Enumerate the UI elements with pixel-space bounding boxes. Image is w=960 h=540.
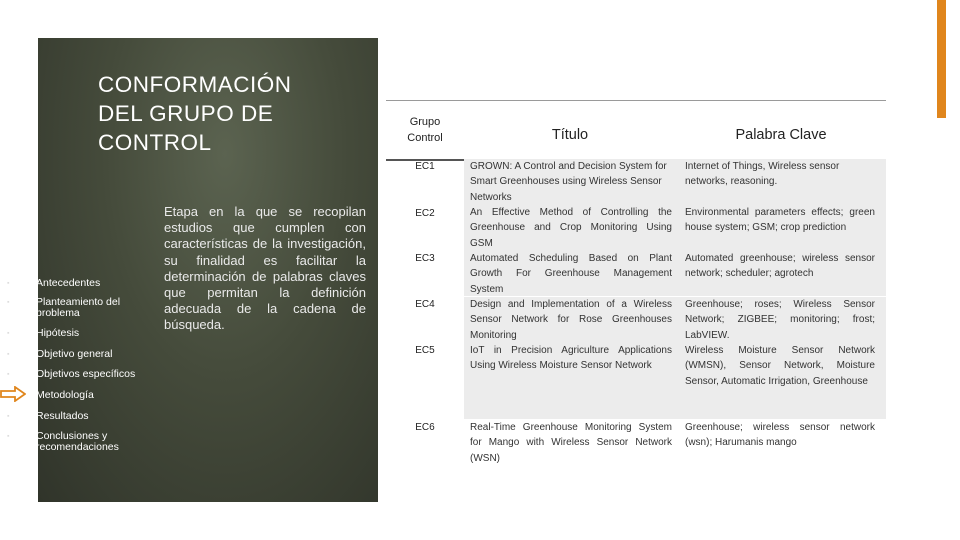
group-cell: EC2 bbox=[415, 208, 435, 219]
bullet-icon: ▪ bbox=[7, 299, 10, 306]
keyword-cell: Automated greenhouse; wireless sensor network; scheduler; agrotech bbox=[685, 253, 875, 280]
sidebar-item-objetivos-especificos[interactable] bbox=[7, 368, 136, 380]
keyword-cell: Environmental parameters effects; green house system; GSM; crop prediction bbox=[685, 207, 875, 234]
sidebar-item-label: Planteamiento del problema bbox=[36, 296, 121, 319]
sidebar-item-hipotesis[interactable] bbox=[7, 327, 80, 339]
sidebar-item-objetivo-general[interactable] bbox=[7, 348, 113, 360]
keyword-cell: Wireless Moisture Sensor Network (WMSN), Sensor Network, Moisture Sensor, Automatic Irrigation, Greenhouse bbox=[685, 345, 875, 387]
header-group: Grupo Control bbox=[407, 116, 443, 144]
sidebar-item-label: Metodología bbox=[36, 389, 94, 401]
bullet-icon: ▪ bbox=[7, 371, 10, 378]
group-cell: EC4 bbox=[415, 299, 435, 310]
sidebar-item-planteamiento[interactable] bbox=[7, 296, 136, 319]
title-cell: GROWN: A Control and Decision System for Smart Greenhouses using Wireless Sensor Networks bbox=[470, 161, 667, 203]
sidebar-item-label: Antecedentes bbox=[36, 277, 101, 289]
title-cell: IoT in Precision Agriculture Applications Using Wireless Moisture Sensor Network bbox=[470, 345, 672, 372]
title-cell: Real-Time Greenhouse Monitoring System for Mango with Wireless Sensor Network (WSN) bbox=[470, 422, 672, 464]
sidebar-item-label: Hipótesis bbox=[36, 327, 80, 339]
sidebar-item-label: Objetivos específicos bbox=[36, 368, 136, 380]
sidebar-item-label: Conclusiones y recomendaciones bbox=[36, 430, 119, 453]
group-cell: EC6 bbox=[415, 422, 435, 433]
table-header bbox=[386, 100, 886, 161]
keyword-cell: Internet of Things, Wireless sensor networks, reasoning. bbox=[685, 161, 840, 188]
accent-bar bbox=[937, 0, 946, 118]
title-cell: Design and Implementation of a Wireless Sensor Network for Rose Greenhouses Monitoring bbox=[470, 299, 672, 341]
bullet-icon: ▪ bbox=[7, 351, 10, 358]
sidebar-item-antecedentes[interactable] bbox=[7, 277, 101, 289]
sidebar-item-conclusiones[interactable] bbox=[7, 430, 136, 453]
group-cell: EC3 bbox=[415, 253, 435, 264]
sidebar-item-label: Objetivo general bbox=[36, 348, 113, 360]
group-cell: EC5 bbox=[415, 345, 435, 356]
bullet-icon: ▪ bbox=[7, 330, 10, 337]
bullet-icon: ▪ bbox=[7, 280, 10, 287]
bullet-icon: ▪ bbox=[7, 433, 10, 440]
bullet-icon: ▪ bbox=[7, 413, 10, 420]
title-cell: Automated Scheduling Based on Plant Growth For Greenhouse Management System bbox=[470, 253, 672, 295]
header-title: Título bbox=[551, 127, 589, 143]
keyword-cell: Greenhouse; roses; Wireless Sensor Network; ZIGBEE; monitoring; frost; LabVIEW. bbox=[685, 299, 875, 341]
arrow-right-icon bbox=[0, 386, 26, 402]
slide-description: Etapa en la que se recopilan estudios que cumplen con características de la investigación, su finalidad es facilitar la determinación de palabras claves que permitan la definición adecuada de la cadena de búsqueda. bbox=[164, 204, 366, 333]
group-cell: EC1 bbox=[415, 161, 435, 172]
sidebar-item-resultados[interactable] bbox=[7, 410, 89, 422]
header-keyword: Palabra Clave bbox=[735, 127, 827, 143]
sidebar-item-label: Resultados bbox=[36, 410, 89, 422]
title-cell: An Effective Method of Controlling the Greenhouse and Crop Monitoring Using GSM bbox=[470, 207, 672, 249]
keyword-cell: Greenhouse; wireless sensor network (wsn); Harumanis mango bbox=[685, 422, 875, 449]
slide-title: CONFORMACIÓN DEL GRUPO DE CONTROL bbox=[98, 72, 292, 155]
sidebar-item-metodologia[interactable] bbox=[36, 390, 94, 401]
